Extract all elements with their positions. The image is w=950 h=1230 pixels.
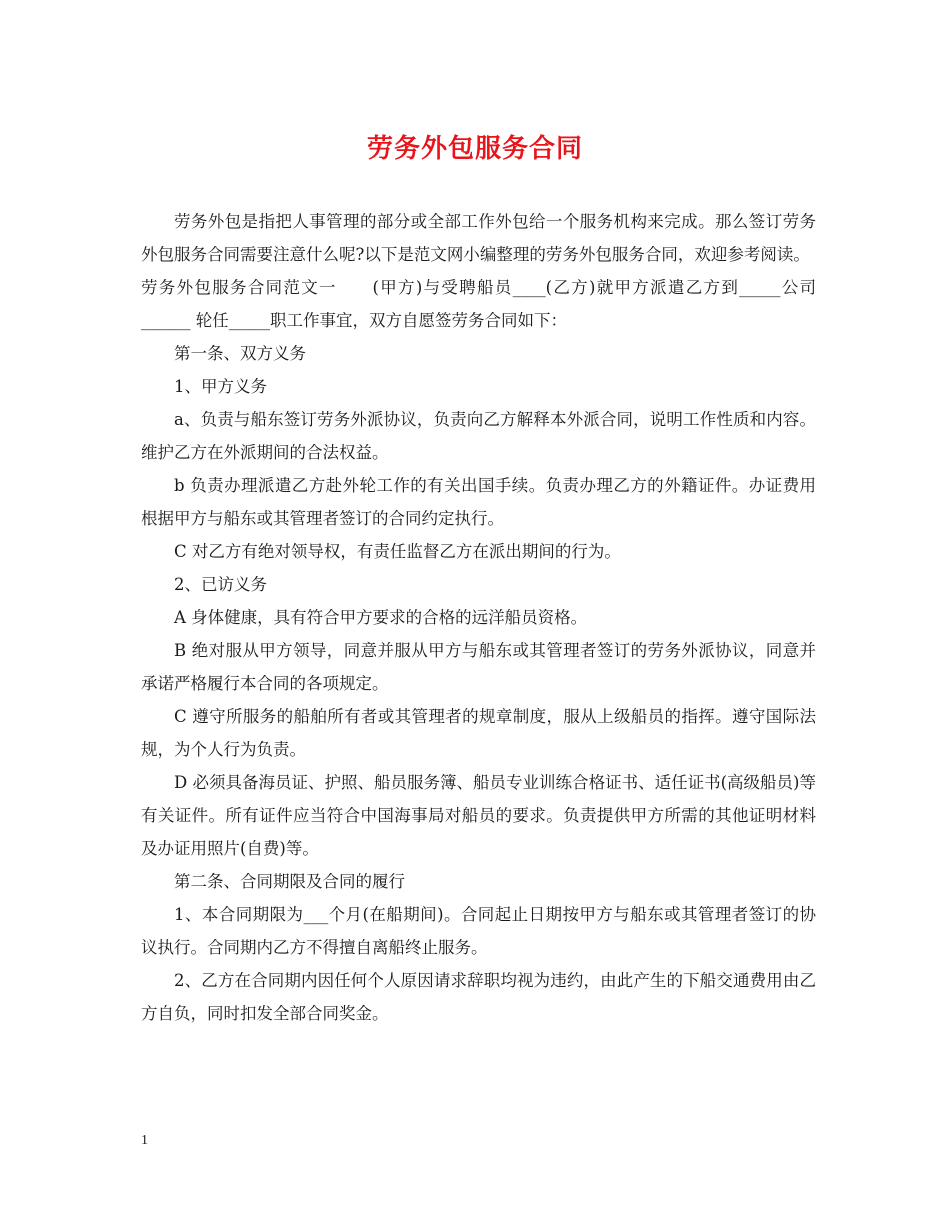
page-number: 1	[141, 1133, 148, 1148]
paragraph-term-2: 2、乙方在合同期内因任何个人原因请求辞职均视为违约，由此产生的下船交通费用由乙方自负，同时扣发全部合同奖金。	[141, 971, 816, 1023]
document-title: 劳务外包服务合同	[366, 134, 583, 164]
paragraph-contract-opening: 劳务外包服务合同范文一 (甲方)与受聘船员____(乙方)就甲方派遣乙方到_____公司______ 轮任_____职工作事宜，双方自愿签劳务合同如下：	[141, 278, 816, 330]
heading-article-1: 第一条、双方义务	[174, 344, 306, 363]
paragraph-item-A: A 身体健康，具有符合甲方要求的合格的远洋船员资格。	[174, 608, 588, 627]
document-body	[141, 205, 816, 1030]
heading-party-b-duties: 2、已访义务	[174, 575, 267, 594]
paragraph-item-B: B 绝对服从甲方领导，同意并服从甲方与船东或其管理者签订的劳务外派协议，同意并承诺严格履行本合同的各项规定。	[141, 641, 816, 693]
paragraph-item-b: b 负责办理派遣乙方赴外轮工作的有关出国手续。负责办理乙方的外籍证件。办证费用根据甲方与船东或其管理者签订的合同约定执行。	[141, 476, 816, 528]
paragraph-item-D: D 必须具备海员证、护照、船员服务簿、船员专业训练合格证书、适任证书(高级船员)等有关证件。所有证件应当符合中国海事局对船员的要求。负责提供甲方所需的其他证明材料及办证用照片(自费)等。	[141, 773, 816, 858]
paragraph-term-1: 1、本合同期限为___个月(在船期间)。合同起止日期按甲方与船东或其管理者签订的协议执行。合同期内乙方不得擅自离船终止服务。	[141, 905, 816, 957]
heading-party-a-duties: 1、甲方义务	[174, 377, 267, 396]
paragraph-intro: 劳务外包是指把人事管理的部分或全部工作外包给一个服务机构来完成。那么签订劳务外包服务合同需要注意什么呢?以下是范文网小编整理的劳务外包服务合同，欢迎参考阅读。	[141, 212, 816, 264]
paragraph-item-a: a、负责与船东签订劳务外派协议，负责向乙方解释本外派合同，说明工作性质和内容。维护乙方在外派期间的合法权益。	[141, 410, 816, 462]
heading-article-2: 第二条、合同期限及合同的履行	[174, 872, 405, 891]
paragraph-item-C: C 遵守所服务的船舶所有者或其管理者的规章制度，服从上级船员的指挥。遵守国际法规，为个人行为负责。	[141, 707, 816, 759]
paragraph-item-c: C 对乙方有绝对领导权，有责任监督乙方在派出期间的行为。	[174, 542, 621, 561]
